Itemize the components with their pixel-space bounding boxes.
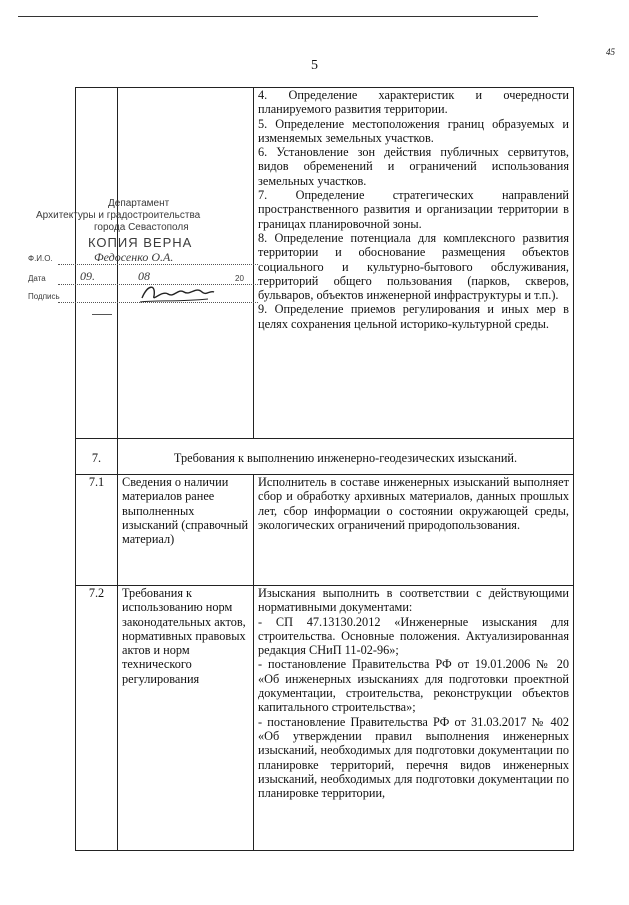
stamp-day: 09.	[80, 269, 95, 283]
item-label: Сведения о наличии материалов ранее выполненных изысканий (справочный материал)	[118, 475, 254, 586]
list-item: 7. Определение стратегических направлений пространственного развития и организации территории в границах планировочной зоны.	[258, 188, 569, 231]
list-item: 4. Определение характеристик и очередности планируемого развития территории.	[258, 88, 569, 117]
section-number: 7.	[76, 439, 118, 475]
list-item: 5. Определение местоположения границ образуемых и изменяемых земельных участков.	[258, 116, 569, 145]
stamp-copy-certified: КОПИЯ ВЕРНА	[88, 235, 193, 250]
stamp-fio-label: Ф.И.О.	[28, 254, 53, 263]
list-item: 8. Определение потенциала для комплексного развития территории и обоснование размещения объектов социального и культурно-бытового обслуживания, территорий общего пользования (парков, скверов, бульваров, объектов инженерной инфраструктуры и т.п.).	[258, 230, 569, 303]
section-title: Требования к выполнению инженерно-геодезических изысканий.	[118, 439, 574, 475]
item-number: 7.2	[76, 586, 118, 851]
stamp-year-label: 20	[235, 274, 244, 283]
item-text: Исполнитель в составе инженерных изысканий выполняет сбор и обработку архивных материалов, данных прошлых лет, сбор информации о состоянии окружающей среды, экологических ограничений природопользования.	[254, 475, 574, 586]
page-number: 5	[311, 58, 318, 73]
stamp-sign-label: Подпись	[28, 292, 60, 301]
list-item: 9. Определение приемов регулирования и иных мер в целях сохранения цельной историко-культурной среды.	[258, 302, 569, 331]
stamp-architecture: Архитектуры и градостроительства	[36, 210, 201, 221]
list-item: Изыскания выполнить в соответствии с действующими нормативными документами:	[258, 586, 569, 615]
table-row-section-7	[76, 439, 574, 475]
list-item: 6. Установление зон действия публичных сервитутов, видов обременений и ограничений использования земельных участков.	[258, 145, 569, 188]
list-item: - СП 47.13130.2012 «Инженерные изыскания для строительства. Основные положения. Актуализированная редакция СНиП 11-02-96»;	[258, 614, 569, 658]
item-number: 7.1	[76, 475, 118, 586]
item-label: Требования к использованию норм законодательных актов, нормативных правовых актов и норм технического регулирования	[118, 586, 254, 851]
corner-number: 45	[606, 47, 615, 57]
item-text	[254, 586, 574, 851]
signature-icon	[138, 280, 218, 306]
stamp-date-label: Дата	[28, 274, 46, 283]
list-item: - постановление Правительства РФ от 31.03.2017 № 402 «Об утверждении правил выполнения инженерных изысканий, необходимых для подготовки документации по планировке территорий, перечня видов инженерных изысканий, необходимых для подготовки документации по планировке территории,	[258, 714, 569, 801]
certification-stamp	[28, 198, 268, 328]
stamp-city: города Севастополя	[94, 222, 189, 233]
stamp-fio-value: Федосенко О.А.	[94, 250, 174, 264]
row1-text	[254, 88, 574, 439]
stamp-department: Департамент	[108, 198, 170, 209]
top-rule	[18, 16, 538, 17]
stamp-dash	[92, 314, 112, 315]
table-row-7-1	[76, 475, 574, 586]
table-row-7-2	[76, 586, 574, 851]
list-item: - постановление Правительства РФ от 19.01.2006 № 20 «Об инженерных изысканиях для подготовки проектной документации, строительства, реконструкции объектов капитального строительства»;	[258, 657, 569, 715]
stamp-month: 08	[138, 269, 150, 283]
